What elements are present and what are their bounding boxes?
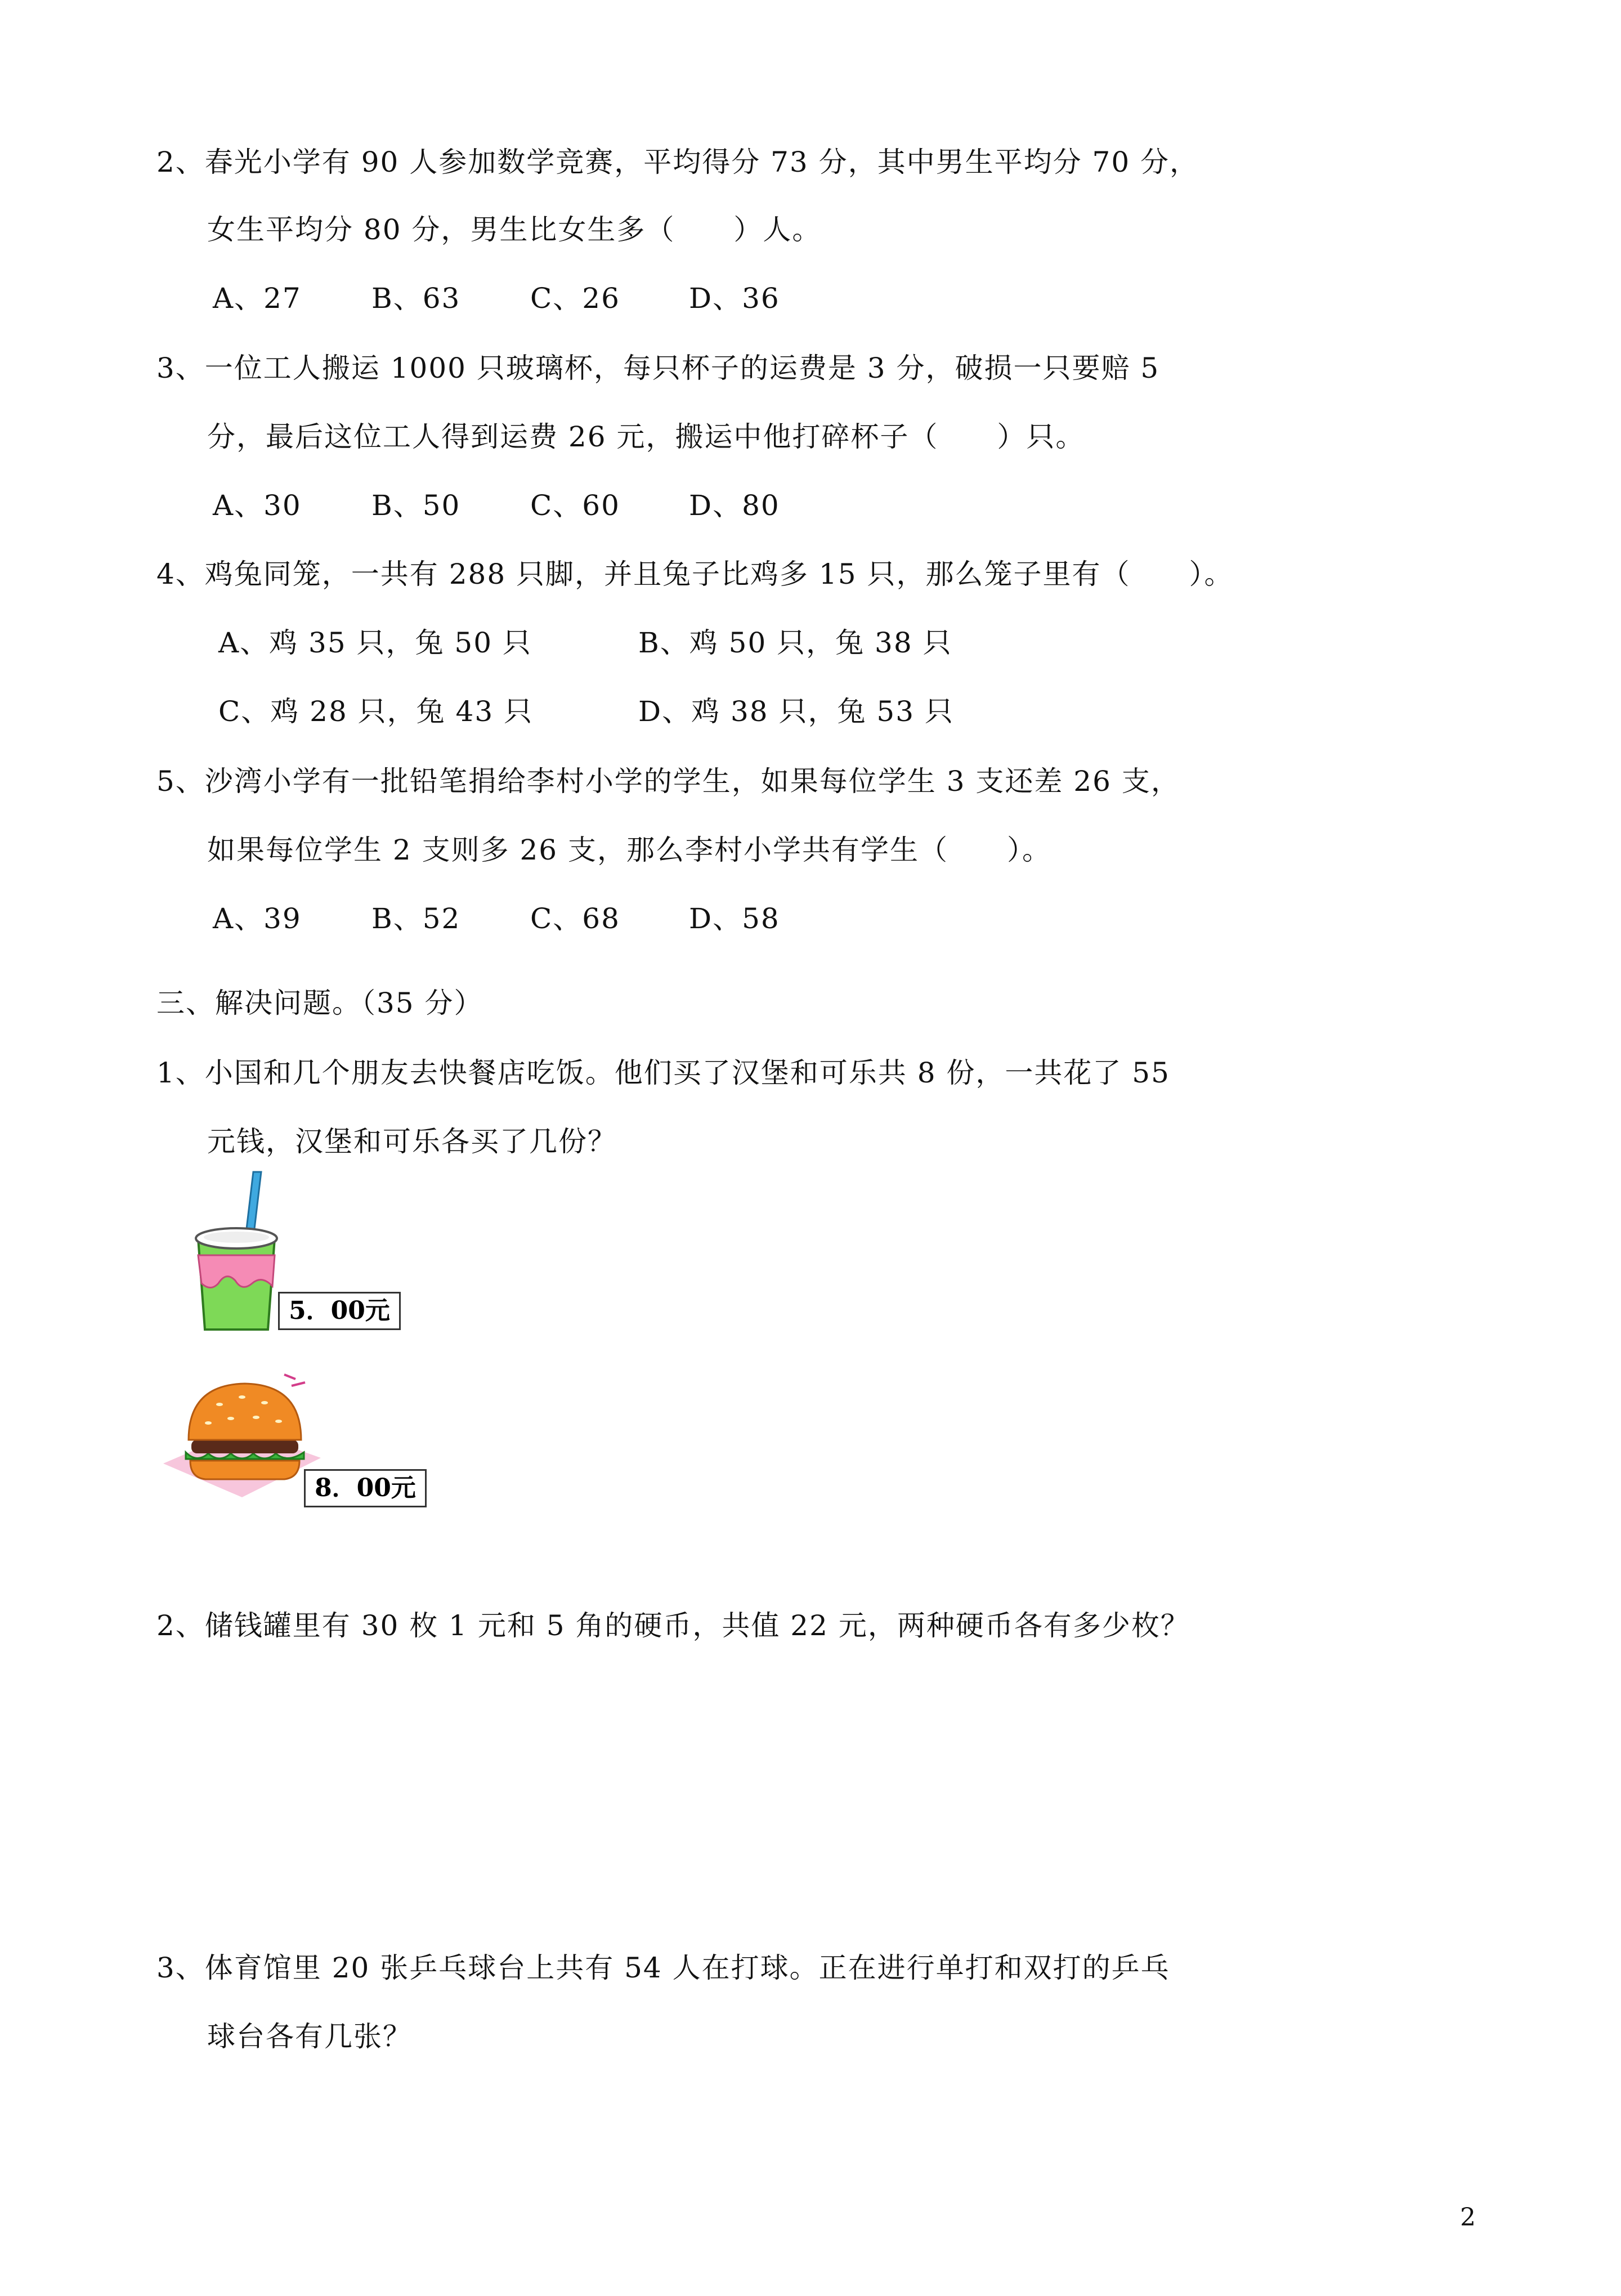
q3-option-b: B、50: [371, 489, 461, 522]
q3-line2: 分，最后这位工人得到运费 26 元，搬运中他打碎杯子（ ）只。: [207, 420, 1085, 453]
p1-line2: 元钱，汉堡和可乐各买了几份？: [207, 1125, 617, 1158]
q5-option-c: C、68: [530, 902, 620, 935]
q2-option-a: A、27: [213, 282, 302, 315]
q5-line2: 如果每位学生 2 支则多 26 支，那么李村小学共有学生（ ）。: [207, 834, 1052, 866]
p3-line1: 3、体育馆里 20 张乒乓球台上共有 54 人在打球。正在进行单打和双打的乒乓: [156, 1952, 1170, 1984]
section3-title: 三、解决问题。（35 分）: [156, 987, 483, 1019]
q2-option-b: B、63: [371, 282, 461, 315]
q4-option-a: A、鸡 35 只，兔 50 只: [218, 626, 532, 659]
q5-line1: 5、沙湾小学有一批铅笔捐给李村小学的学生，如果每位学生 3 支还差 26 支，: [156, 765, 1180, 798]
cola-cup-icon: [186, 1171, 287, 1334]
q5-option-a: A、39: [213, 902, 302, 935]
q4-option-d: D、鸡 38 只，兔 53 只: [638, 695, 954, 728]
q3-line1: 3、一位工人搬运 1000 只玻璃杯，每只杯子的运费是 3 分，破损一只要赔 5: [156, 352, 1160, 384]
page-number: 2: [1460, 2203, 1476, 2232]
q3-option-d: D、80: [689, 489, 780, 522]
cola-price-tag: 5．00元: [278, 1292, 401, 1330]
p3-line2: 球台各有几张？: [207, 2020, 412, 2053]
q3-option-a: A、30: [213, 489, 302, 522]
p2-line1: 2、储钱罐里有 30 枚 1 元和 5 角的硬币，共值 22 元，两种硬币各有多少枚？: [156, 1609, 1190, 1642]
q4-line1: 4、鸡兔同笼，一共有 288 只脚，并且兔子比鸡多 15 只，那么笼子里有（ ）。: [156, 558, 1234, 590]
q2-option-c: C、26: [530, 282, 620, 315]
q2-line1: 2、春光小学有 90 人参加数学竞赛，平均得分 73 分，其中男生平均分 70 分，: [156, 146, 1199, 178]
q2-option-d: D、36: [689, 282, 780, 315]
q4-option-b: B、鸡 50 只，兔 38 只: [638, 626, 952, 659]
q3-option-c: C、60: [530, 489, 620, 522]
p1-line1: 1、小国和几个朋友去快餐店吃饭。他们买了汉堡和可乐共 8 份，一共花了 55: [156, 1057, 1170, 1089]
q5-option-d: D、58: [689, 902, 780, 935]
burger-price-tag: 8．00元: [304, 1469, 427, 1507]
hamburger-icon: [158, 1362, 326, 1497]
q5-option-b: B、52: [371, 902, 461, 935]
q4-option-c: C、鸡 28 只，兔 43 只: [218, 695, 534, 728]
q2-line2: 女生平均分 80 分，男生比女生多（ ）人。: [207, 213, 822, 246]
